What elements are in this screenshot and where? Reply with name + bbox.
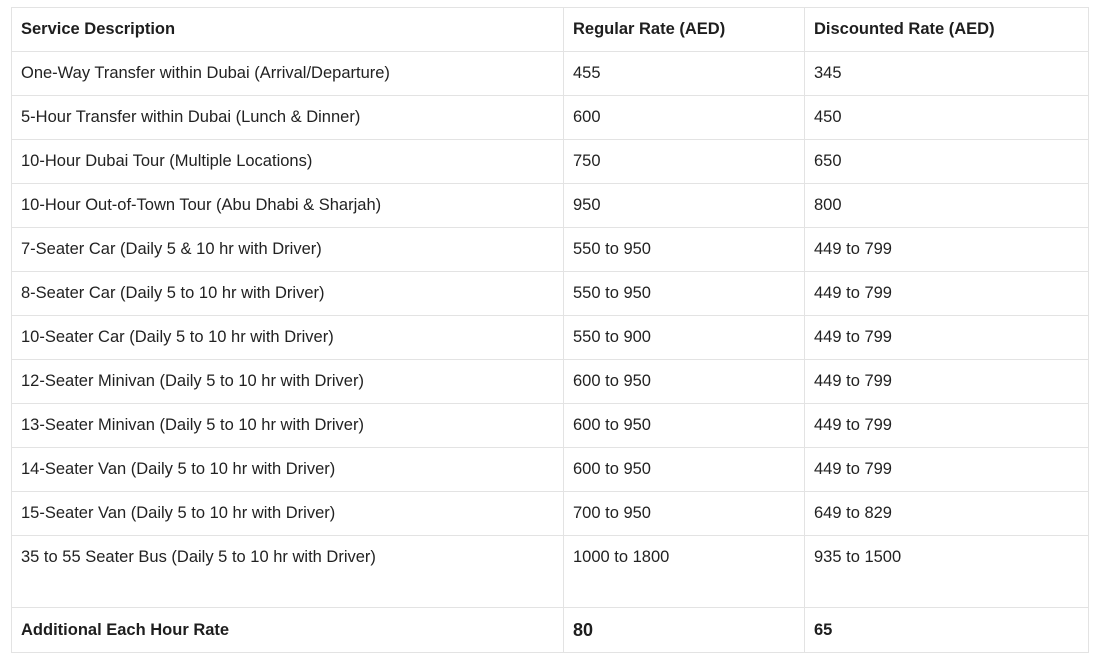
regular-rate-cell: 550 to 900 [564, 316, 805, 360]
regular-rate-cell: 950 [564, 184, 805, 228]
table-row [12, 316, 1089, 360]
service-description-cell: 5-Hour Transfer within Dubai (Lunch & Dinner) [12, 96, 564, 140]
service-description-cell: 7-Seater Car (Daily 5 & 10 hr with Driver) [12, 228, 564, 272]
regular-rate-cell: 600 to 950 [564, 448, 805, 492]
additional-hour-label: Additional Each Hour Rate [12, 608, 564, 653]
service-description-cell: 10-Hour Out-of-Town Tour (Abu Dhabi & Sharjah) [12, 184, 564, 228]
table-row [12, 492, 1089, 536]
discounted-rate-cell: 450 [805, 96, 1089, 140]
regular-rate-cell: 1000 to 1800 [564, 536, 805, 608]
regular-rate-cell: 455 [564, 52, 805, 96]
table-row [12, 228, 1089, 272]
table-row [12, 404, 1089, 448]
service-description-cell: 8-Seater Car (Daily 5 to 10 hr with Driver) [12, 272, 564, 316]
table-row [12, 96, 1089, 140]
service-description-cell: 10-Hour Dubai Tour (Multiple Locations) [12, 140, 564, 184]
service-description-cell: 15-Seater Van (Daily 5 to 10 hr with Driver) [12, 492, 564, 536]
discounted-rate-cell: 935 to 1500 [805, 536, 1089, 608]
service-description-cell: 12-Seater Minivan (Daily 5 to 10 hr with Driver) [12, 360, 564, 404]
table-body [12, 52, 1089, 608]
discounted-rate-cell: 449 to 799 [805, 316, 1089, 360]
header-discounted-rate: Discounted Rate (AED) [805, 8, 1089, 52]
table-row [12, 184, 1089, 228]
regular-rate-cell: 600 to 950 [564, 404, 805, 448]
additional-hour-row [12, 608, 1089, 653]
discounted-rate-cell: 650 [805, 140, 1089, 184]
discounted-rate-cell: 345 [805, 52, 1089, 96]
table-row [12, 360, 1089, 404]
table-row [12, 448, 1089, 492]
table-row [12, 140, 1089, 184]
table-header [12, 8, 1089, 52]
discounted-rate-cell: 649 to 829 [805, 492, 1089, 536]
table-footer [12, 608, 1089, 653]
discounted-rate-cell: 449 to 799 [805, 448, 1089, 492]
header-service-description: Service Description [12, 8, 564, 52]
header-row [12, 8, 1089, 52]
header-regular-rate: Regular Rate (AED) [564, 8, 805, 52]
regular-rate-cell: 750 [564, 140, 805, 184]
discounted-rate-cell: 449 to 799 [805, 404, 1089, 448]
discounted-rate-cell: 800 [805, 184, 1089, 228]
regular-rate-cell: 600 [564, 96, 805, 140]
table-row [12, 536, 1089, 608]
service-description-cell: 35 to 55 Seater Bus (Daily 5 to 10 hr with Driver) [12, 536, 564, 608]
regular-rate-cell: 550 to 950 [564, 272, 805, 316]
discounted-rate-cell: 449 to 799 [805, 228, 1089, 272]
regular-rate-cell: 700 to 950 [564, 492, 805, 536]
service-rate-table [11, 7, 1089, 653]
table-row [12, 272, 1089, 316]
service-description-cell: One-Way Transfer within Dubai (Arrival/Departure) [12, 52, 564, 96]
service-description-cell: 10-Seater Car (Daily 5 to 10 hr with Driver) [12, 316, 564, 360]
discounted-rate-cell: 449 to 799 [805, 360, 1089, 404]
additional-hour-discounted-rate: 65 [805, 608, 1089, 653]
additional-hour-regular-rate: 80 [564, 608, 805, 653]
table-row [12, 52, 1089, 96]
service-description-cell: 14-Seater Van (Daily 5 to 10 hr with Driver) [12, 448, 564, 492]
service-description-cell: 13-Seater Minivan (Daily 5 to 10 hr with Driver) [12, 404, 564, 448]
regular-rate-cell: 550 to 950 [564, 228, 805, 272]
regular-rate-cell: 600 to 950 [564, 360, 805, 404]
discounted-rate-cell: 449 to 799 [805, 272, 1089, 316]
